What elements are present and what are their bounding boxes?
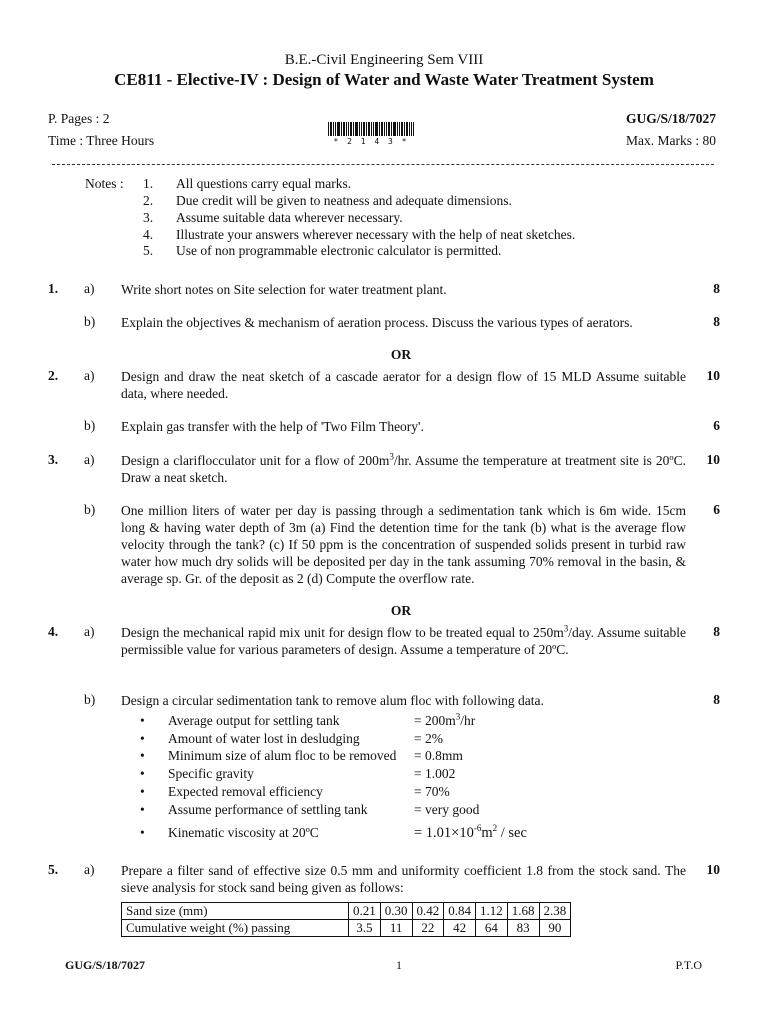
table-row — [122, 903, 571, 920]
sieve-analysis-table — [121, 902, 571, 937]
question-text-part: /hr. Assume the temperature at treatment site is 20ºC. Draw a neat sketch. — [121, 453, 687, 485]
value-part: /hr — [460, 713, 476, 728]
table-cell: 64 — [476, 920, 508, 937]
item-label: Kinematic viscosity at 20ºC — [168, 825, 319, 840]
or-separator: OR — [390, 603, 412, 618]
question-text: Write short notes on Site selection for water treatment plant. — [121, 282, 447, 297]
course-title: CE811 - Elective-IV : Design of Water and Waste Water Treatment System — [114, 70, 654, 89]
value-part: m — [481, 825, 493, 841]
note-number: 1. — [143, 176, 154, 191]
question-marks: 6 — [713, 502, 720, 517]
question-text: Design a circular sedimentation tank to remove alum floc with following data. — [121, 693, 544, 708]
program-title: B.E.-Civil Engineering Sem VIII — [284, 52, 484, 68]
note-item — [143, 192, 703, 209]
item-label: Expected removal efficiency — [168, 784, 323, 799]
bullet-icon: • — [140, 731, 145, 746]
question-text: Explain the objectives & mechanism of aeration process. Discuss the various types of aerators. — [121, 315, 633, 330]
page-number: 1 — [396, 958, 402, 972]
question-marks: 8 — [713, 624, 720, 639]
table-cell: 1.68 — [507, 903, 539, 920]
bullet-icon: • — [140, 766, 145, 781]
item-value: = 0.8mm — [414, 748, 463, 763]
question-text: One million liters of water per day is passing through a sedimentation tank which is 6m wide. 15cm long & having water depth of 3m (a) Find the detention time for the tank (b) what is the average flow velocity through the tank? (c) If 50 ppm is the concentration of suspended solids present in turbid raw water how much dry solids will be deposited per day in the tank assuming 70% removal in the basin, & average sp. Gr. of the deposit as 2 (d) Compute the overflow rate. — [121, 503, 686, 586]
question-number: 2. — [48, 368, 59, 383]
or-separator: OR — [390, 347, 412, 362]
header-divider — [52, 164, 714, 165]
subquestion-label: b) — [84, 502, 96, 517]
superscript: 3 — [455, 711, 461, 722]
question-number: 5. — [48, 862, 59, 877]
question-marks: 8 — [713, 281, 720, 296]
note-text: Use of non programmable electronic calculator is permitted. — [176, 243, 502, 258]
superscript: 3 — [389, 451, 394, 462]
question-text: Prepare a filter sand of effective size 0.5 mm and uniformity coefficient 1.8 from the stock sand. The sieve analysis for stock sand being given as follows: — [121, 863, 686, 895]
note-item — [143, 242, 703, 259]
question-marks: 10 — [706, 862, 720, 877]
subquestion-label: b) — [84, 314, 96, 329]
question-marks: 10 — [706, 452, 720, 467]
note-text: Due credit will be given to neatness and adequate dimensions. — [176, 193, 512, 208]
bullet-icon: • — [140, 713, 145, 728]
table-cell: 0.42 — [412, 903, 444, 920]
item-label: Amount of water lost in desludging — [168, 731, 360, 746]
question-text-part: /day. Assume suitable permissible value for various parameters of design. Assume a temperature of 20ºC. — [121, 625, 686, 657]
subquestion-label: a) — [84, 281, 95, 296]
paper-code: GUG/S/18/7027 — [625, 111, 716, 126]
row-header: Cumulative weight (%) passing — [122, 920, 349, 937]
note-number: 5. — [143, 243, 154, 258]
note-number: 3. — [143, 210, 154, 225]
table-cell: 90 — [539, 920, 571, 937]
question-marks: 8 — [713, 314, 720, 329]
item-label: Specific gravity — [168, 766, 254, 781]
item-value — [414, 712, 475, 730]
subquestion-label: b) — [84, 418, 96, 433]
table-cell: 0.21 — [349, 903, 381, 920]
footer-code: GUG/S/18/7027 — [65, 958, 146, 972]
table-cell: 11 — [380, 920, 412, 937]
barcode-icon — [328, 122, 414, 136]
table-cell: 0.30 — [380, 903, 412, 920]
table-cell: 2.38 — [539, 903, 571, 920]
superscript: 3 — [563, 623, 569, 634]
barcode-caption: * 2 1 4 3 * — [333, 137, 409, 146]
question-number: 4. — [48, 624, 59, 639]
bullet-icon: • — [140, 784, 145, 799]
superscript: 2 — [492, 823, 498, 834]
question-text: Design and draw the neat sketch of a cascade aerator for a design flow of 15 MLD Assume suitable data, where needed. — [121, 369, 686, 401]
page-count: P. Pages : 2 — [48, 111, 110, 126]
note-item — [143, 226, 703, 243]
item-value — [414, 824, 527, 842]
note-number: 4. — [143, 227, 154, 242]
item-label: Average output for settling tank — [168, 713, 340, 728]
table-cell: 1.12 — [476, 903, 508, 920]
subquestion-label: a) — [84, 452, 95, 467]
note-item — [143, 175, 703, 192]
note-text: All questions carry equal marks. — [176, 176, 352, 191]
question-text: Explain gas transfer with the help of 'Two Film Theory'. — [121, 419, 424, 434]
item-label: Minimum size of alum floc to be removed — [168, 748, 397, 763]
row-header: Sand size (mm) — [122, 903, 349, 920]
question-text — [121, 624, 686, 658]
question-marks: 10 — [706, 368, 720, 383]
superscript: -6 — [473, 823, 482, 834]
bullet-icon: • — [140, 748, 145, 763]
question-text — [121, 452, 686, 486]
note-text: Illustrate your answers wherever necessary with the help of neat sketches. — [176, 227, 576, 242]
item-value: = 70% — [414, 784, 450, 799]
item-value: = 1.002 — [414, 766, 456, 781]
bullet-icon: • — [140, 825, 145, 840]
table-cell: 0.84 — [444, 903, 476, 920]
question-number: 1. — [48, 281, 59, 296]
question-number: 3. — [48, 452, 59, 467]
table-cell: 22 — [412, 920, 444, 937]
please-turn-over: P.T.O — [675, 958, 702, 972]
note-item — [143, 209, 703, 226]
value-part: = 200m — [414, 713, 456, 728]
table-cell: 42 — [444, 920, 476, 937]
item-value: = 2% — [414, 731, 443, 746]
bullet-icon: • — [140, 802, 145, 817]
subquestion-label: b) — [84, 692, 96, 707]
max-marks: Max. Marks : 80 — [626, 133, 716, 148]
question-marks: 6 — [713, 418, 720, 433]
notes-label: Notes : — [85, 176, 124, 191]
item-label: Assume performance of settling tank — [168, 802, 368, 817]
table-cell: 83 — [507, 920, 539, 937]
subquestion-label: a) — [84, 624, 95, 639]
note-number: 2. — [143, 193, 154, 208]
table-cell: 3.5 — [349, 920, 381, 937]
value-part: / sec — [497, 825, 527, 841]
subquestion-label: a) — [84, 862, 95, 877]
subquestion-label: a) — [84, 368, 95, 383]
note-text: Assume suitable data wherever necessary. — [176, 210, 403, 225]
question-text-part: Design a clariflocculator unit for a flow of 200m — [121, 453, 390, 468]
question-marks: 8 — [713, 692, 720, 707]
table-row — [122, 920, 571, 937]
question-text-part: Design the mechanical rapid mix unit for design flow to be treated equal to 250m — [121, 625, 564, 640]
value-part: = 1.01×10 — [414, 825, 474, 841]
item-value: = very good — [414, 802, 480, 817]
exam-time: Time : Three Hours — [48, 133, 155, 148]
